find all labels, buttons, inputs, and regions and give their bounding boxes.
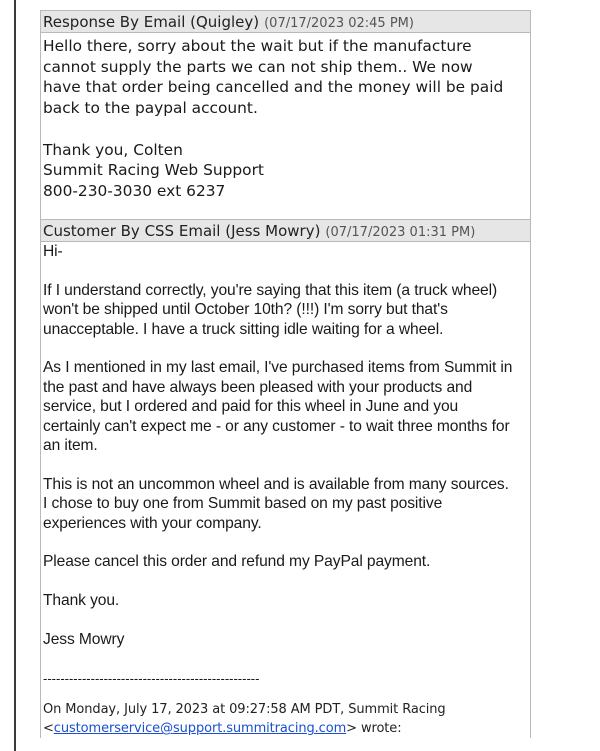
body-line: service, but I ordered and paid for this wheel in June and you	[43, 398, 459, 416]
body-line: an item.	[43, 437, 98, 455]
body-line: experiences with your company.	[43, 514, 262, 532]
message-header	[41, 10, 530, 33]
message-customer-jess-mowry	[40, 219, 531, 738]
message-thread	[40, 10, 531, 738]
body-line: Thank you.	[43, 592, 120, 610]
body-line: Hi-	[43, 243, 63, 260]
body-line: unacceptable. I have a truck sitting idle waiting for a wheel.	[43, 320, 444, 338]
message-header	[41, 219, 530, 242]
body-line: certainly can't expect me - or any customer - to wait three months for	[43, 417, 510, 435]
body-line: If I understand correctly, you're saying that this item (a truck wheel)	[43, 281, 498, 299]
body-line: As I mentioned in my last email, I've purchased items from Summit in	[43, 359, 513, 377]
body-line: the past and have always been pleased with your products and	[43, 378, 473, 396]
message-date: (07/17/2023 01:31 PM)	[325, 225, 476, 240]
body-line: cannot supply the parts we can not ship them.. We now	[43, 57, 473, 76]
quoted-header	[43, 700, 526, 738]
message-date: (07/17/2023 02:45 PM)	[264, 16, 414, 31]
message-author: Response By Email (Quigley)	[43, 13, 260, 31]
quote-lt: <	[43, 721, 54, 737]
quote-suffix: > wrote:	[346, 721, 402, 737]
message-body	[41, 33, 530, 219]
body-line: This is not an uncommon wheel and is available from many sources.	[43, 475, 509, 493]
body-line: have that order being cancelled and the money will be paid	[43, 78, 504, 97]
quote-line: On Monday, July 17, 2023 at 09:27:58 AM PDT, Summit Racing	[43, 702, 446, 718]
customerservice-email-link[interactable]: customerservice@support.summitracing.com	[53, 721, 347, 737]
body-line: 800-230-3030 ext 6237	[43, 181, 226, 200]
message-response-quigley	[40, 10, 531, 219]
body-line: Hello there, sorry about the wait but if the manufacture	[43, 37, 472, 55]
body-line: Jess Mowry	[43, 631, 125, 649]
left-border-line	[14, 0, 16, 751]
message-body	[41, 242, 530, 738]
body-line: Summit Racing Web Support	[43, 161, 264, 180]
quote-separator: --------------------------------------------------	[43, 670, 260, 686]
message-author: Customer By CSS Email (Jess Mowry)	[43, 222, 321, 240]
quote-line	[43, 719, 526, 738]
body-line: won't be shipped until October 10th? (!!!) I'm sorry but that's	[43, 301, 448, 319]
body-line: back to the paypal account.	[43, 99, 258, 118]
body-line: I chose to buy one from Summit based on my past positive	[43, 495, 443, 513]
body-line: Please cancel this order and refund my PayPal payment.	[43, 553, 431, 571]
body-line: Thank you, Colten	[43, 140, 183, 159]
